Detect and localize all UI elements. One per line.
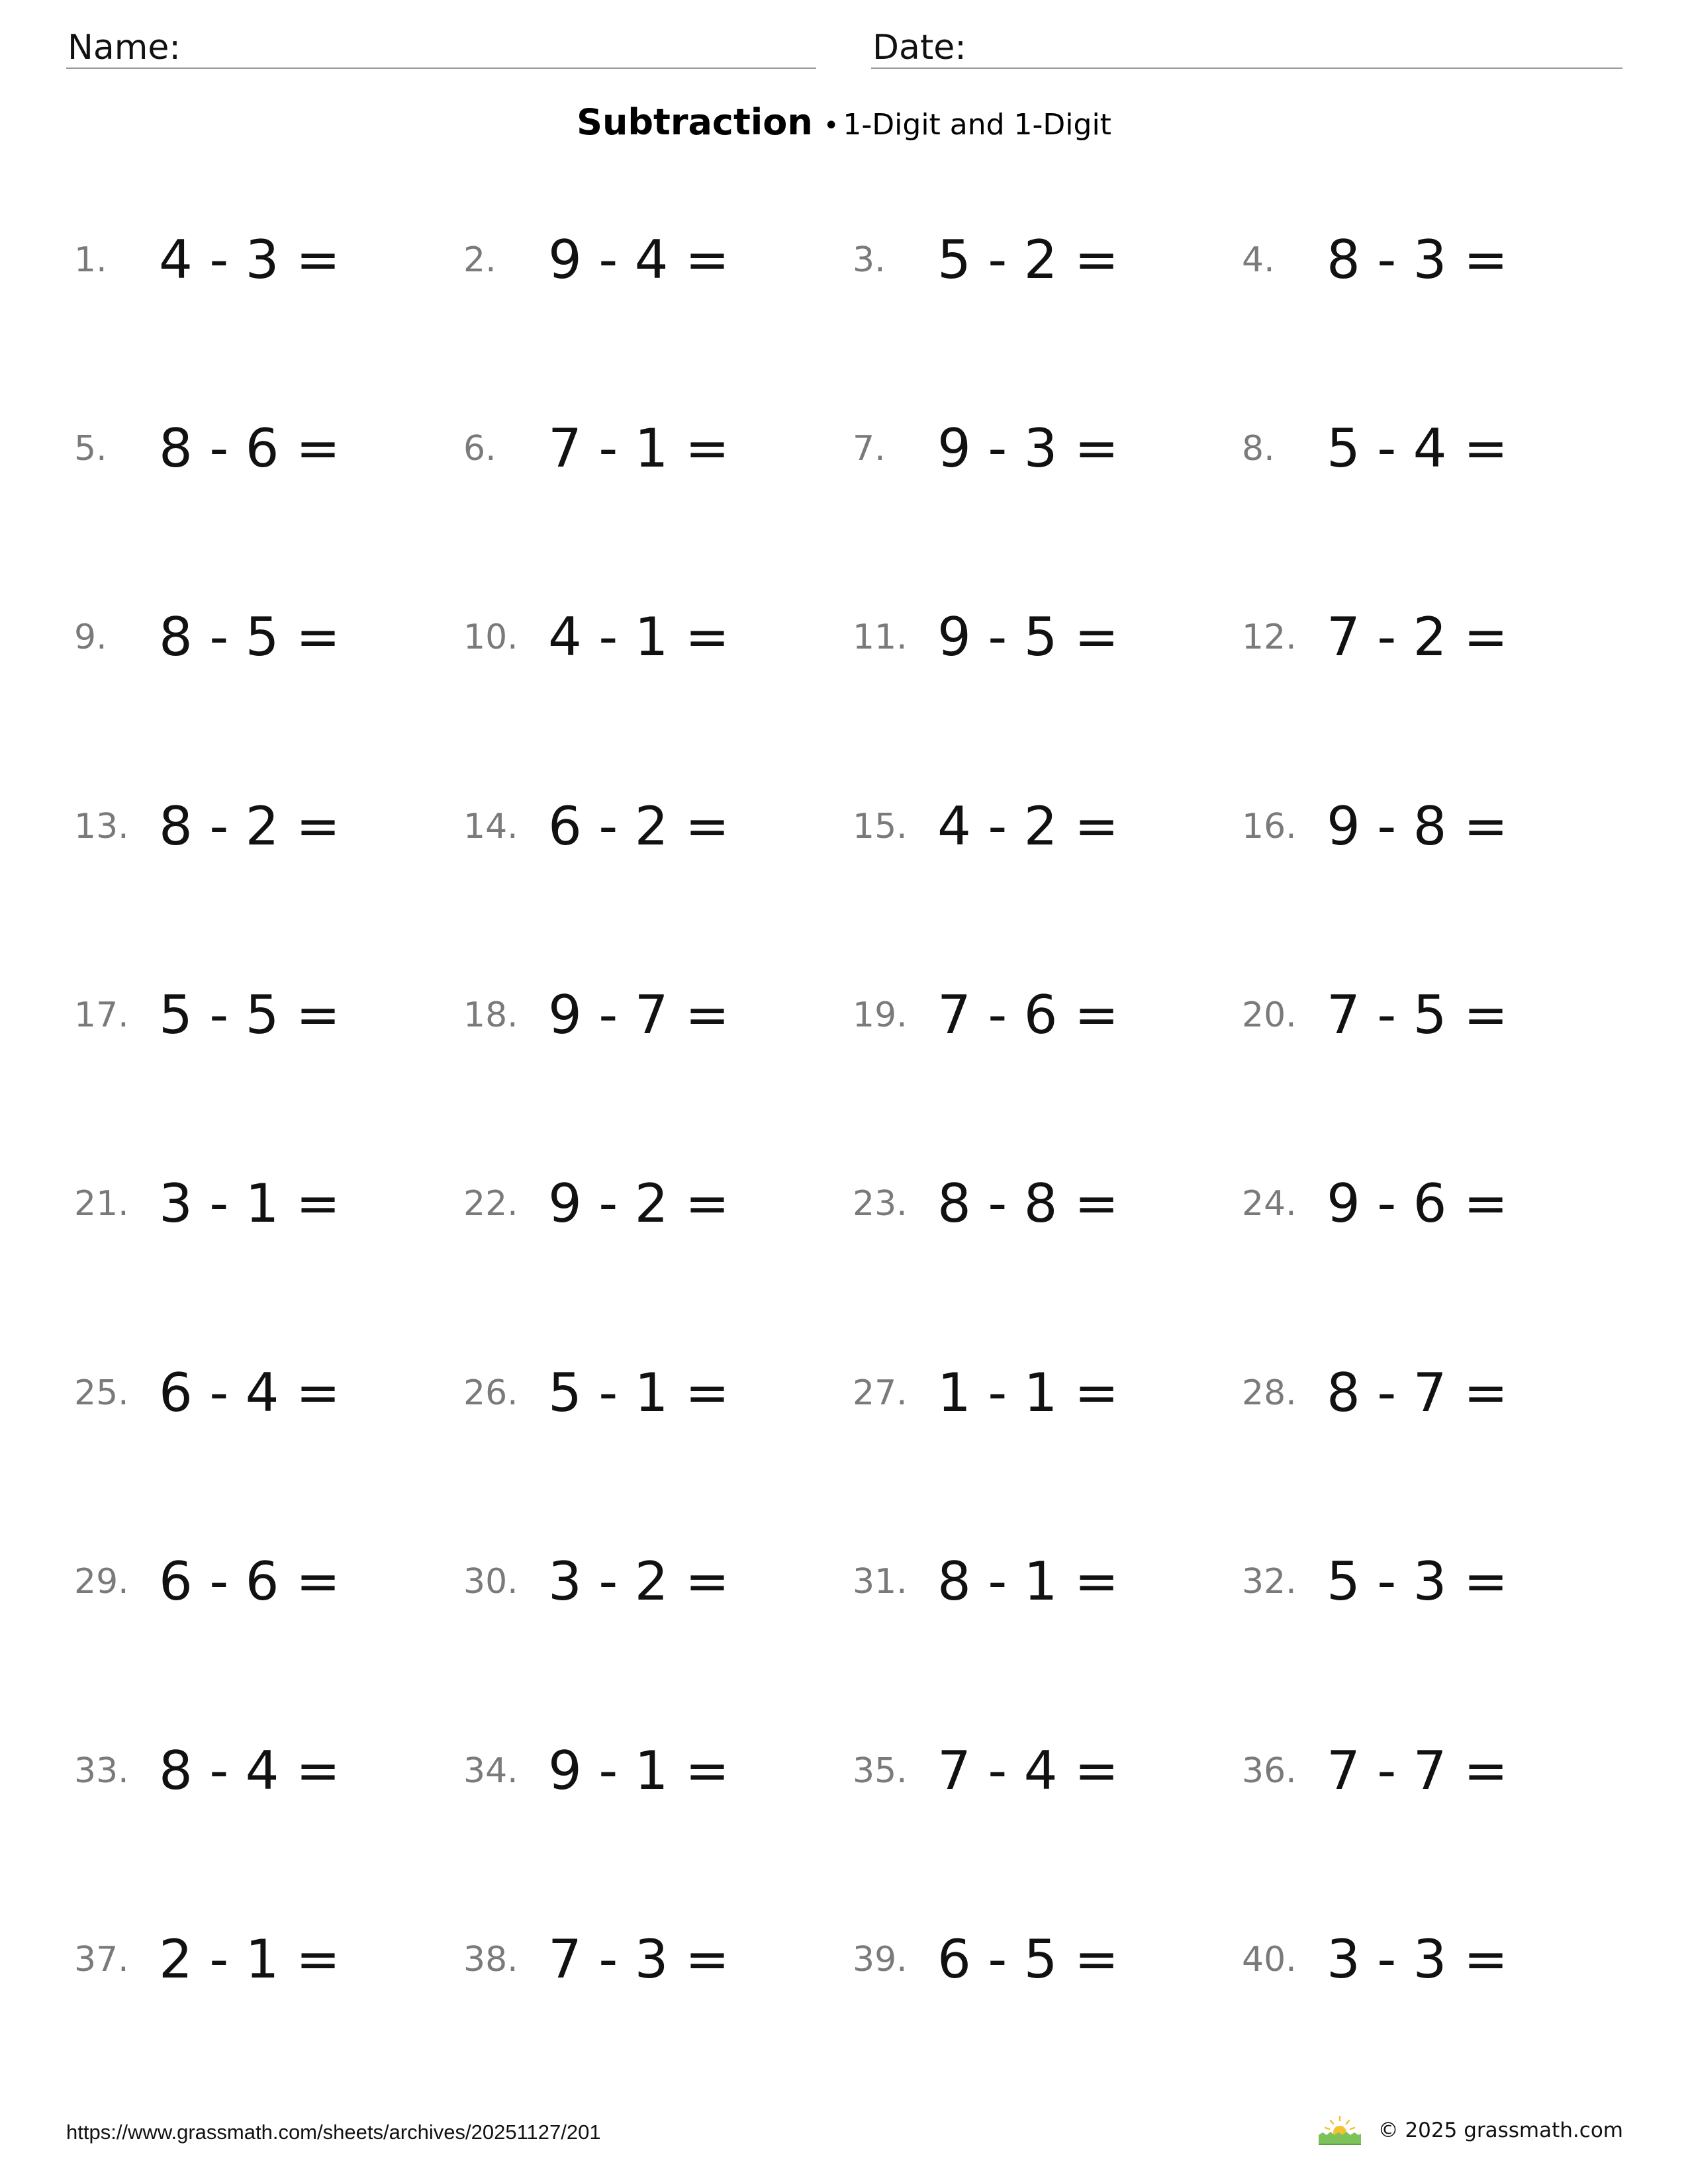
problem-number: 36. xyxy=(1242,1751,1297,1791)
problem-expression: 4 - 1 = xyxy=(548,606,729,668)
problem-item xyxy=(74,407,463,490)
problem-number: 19. xyxy=(853,995,908,1036)
problem-number: 15. xyxy=(853,806,908,846)
problem-item xyxy=(1242,407,1623,490)
grass-sun-logo-icon xyxy=(1317,2115,1362,2146)
problem-item xyxy=(1242,785,1623,868)
problem-expression: 6 - 5 = xyxy=(937,1929,1119,1991)
problem-expression: 6 - 6 = xyxy=(159,1551,340,1613)
problem-item xyxy=(463,407,853,490)
problem-expression: 8 - 4 = xyxy=(159,1739,340,1801)
footer-branding xyxy=(1317,2115,1623,2146)
problem-number: 39. xyxy=(853,1940,908,1980)
problem-item xyxy=(74,596,463,679)
problem-item xyxy=(853,1919,1242,2001)
problem-expression: 2 - 1 = xyxy=(159,1929,340,1991)
problem-number: 35. xyxy=(853,1751,908,1791)
problem-number: 23. xyxy=(853,1184,908,1224)
footer-url[interactable]: https://www.grassmath.com/sheets/archives/20251127/201 xyxy=(66,2120,601,2144)
problem-expression: 3 - 1 = xyxy=(159,1173,340,1235)
problem-number: 13. xyxy=(74,806,129,846)
name-field[interactable] xyxy=(66,25,816,69)
problem-expression: 7 - 2 = xyxy=(1327,606,1508,668)
problem-item xyxy=(853,974,1242,1057)
problem-number: 17. xyxy=(74,995,129,1036)
problem-item xyxy=(1242,1163,1623,1246)
problem-number: 5. xyxy=(74,428,107,469)
problem-item xyxy=(463,974,853,1057)
problem-expression: 8 - 8 = xyxy=(937,1173,1119,1235)
problem-expression: 5 - 3 = xyxy=(1327,1551,1508,1613)
problem-number: 25. xyxy=(74,1373,129,1413)
problem-item xyxy=(74,785,463,868)
problem-expression: 6 - 4 = xyxy=(159,1361,340,1424)
date-field[interactable] xyxy=(871,25,1622,69)
problem-item xyxy=(853,1351,1242,1434)
problem-item xyxy=(463,1163,853,1246)
problem-number: 21. xyxy=(74,1184,129,1224)
problem-item xyxy=(463,1729,853,1812)
problem-expression: 7 - 7 = xyxy=(1327,1739,1508,1801)
problem-item xyxy=(853,407,1242,490)
problem-expression: 5 - 2 = xyxy=(937,228,1119,291)
problem-item xyxy=(463,1351,853,1434)
problem-expression: 9 - 3 = xyxy=(937,417,1119,479)
problem-item xyxy=(853,785,1242,868)
problem-number: 20. xyxy=(1242,995,1297,1036)
problem-item xyxy=(74,1163,463,1246)
problem-number: 37. xyxy=(74,1940,129,1980)
problem-item xyxy=(1242,1351,1623,1434)
problem-number: 3. xyxy=(853,240,886,280)
problem-number: 7. xyxy=(853,428,886,469)
date-label: Date: xyxy=(872,28,966,68)
problem-item xyxy=(1242,974,1623,1057)
worksheet-title xyxy=(0,101,1688,143)
problem-item xyxy=(463,218,853,301)
problem-number: 12. xyxy=(1242,617,1297,658)
problem-number: 16. xyxy=(1242,806,1297,846)
problem-number: 14. xyxy=(463,806,518,846)
problem-item xyxy=(853,1729,1242,1812)
problem-number: 4. xyxy=(1242,240,1275,280)
problem-expression: 5 - 1 = xyxy=(548,1361,729,1424)
problem-number: 9. xyxy=(74,617,107,658)
problem-number: 1. xyxy=(74,240,107,280)
problem-expression: 9 - 2 = xyxy=(548,1173,729,1235)
problem-item xyxy=(74,1541,463,1623)
problem-number: 6. xyxy=(463,428,496,469)
problem-number: 2. xyxy=(463,240,496,280)
problem-number: 10. xyxy=(463,617,518,658)
problem-expression: 9 - 7 = xyxy=(548,984,729,1046)
title-main: Subtraction xyxy=(577,101,813,143)
problem-item xyxy=(74,1351,463,1434)
problem-expression: 8 - 7 = xyxy=(1327,1361,1508,1424)
problem-item xyxy=(74,1919,463,2001)
problem-expression: 7 - 4 = xyxy=(937,1739,1119,1801)
problem-number: 31. xyxy=(853,1562,908,1602)
problem-number: 8. xyxy=(1242,428,1275,469)
problem-expression: 8 - 2 = xyxy=(159,795,340,857)
problem-expression: 8 - 1 = xyxy=(937,1551,1119,1613)
problem-expression: 9 - 6 = xyxy=(1327,1173,1508,1235)
problem-number: 22. xyxy=(463,1184,518,1224)
name-label: Name: xyxy=(68,28,181,68)
problem-expression: 9 - 4 = xyxy=(548,228,729,291)
problem-expression: 9 - 8 = xyxy=(1327,795,1508,857)
problem-expression: 7 - 1 = xyxy=(548,417,729,479)
problem-expression: 4 - 3 = xyxy=(159,228,340,291)
problem-number: 38. xyxy=(463,1940,518,1980)
problem-number: 32. xyxy=(1242,1562,1297,1602)
problem-item xyxy=(1242,596,1623,679)
problem-item xyxy=(463,596,853,679)
problem-expression: 3 - 2 = xyxy=(548,1551,729,1613)
problem-expression: 4 - 2 = xyxy=(937,795,1119,857)
problem-item xyxy=(74,218,463,301)
problem-expression: 6 - 2 = xyxy=(548,795,729,857)
problem-number: 34. xyxy=(463,1751,518,1791)
problem-item xyxy=(463,1541,853,1623)
problem-number: 30. xyxy=(463,1562,518,1602)
problem-number: 28. xyxy=(1242,1373,1297,1413)
problem-expression: 8 - 5 = xyxy=(159,606,340,668)
problem-item xyxy=(463,785,853,868)
problem-expression: 9 - 1 = xyxy=(548,1739,729,1801)
problem-number: 40. xyxy=(1242,1940,1297,1980)
footer-copyright: © 2025 grassmath.com xyxy=(1378,2118,1623,2142)
problem-item xyxy=(463,1919,853,2001)
problem-expression: 9 - 5 = xyxy=(937,606,1119,668)
problem-expression: 7 - 6 = xyxy=(937,984,1119,1046)
problem-item xyxy=(74,974,463,1057)
problem-expression: 8 - 3 = xyxy=(1327,228,1508,291)
problem-item xyxy=(74,1729,463,1812)
problem-item xyxy=(853,218,1242,301)
problem-item xyxy=(1242,218,1623,301)
problem-expression: 8 - 6 = xyxy=(159,417,340,479)
problem-expression: 7 - 5 = xyxy=(1327,984,1508,1046)
problem-item xyxy=(1242,1541,1623,1623)
problem-item xyxy=(1242,1919,1623,2001)
problem-grid xyxy=(74,218,1623,2107)
problem-item xyxy=(1242,1729,1623,1812)
problem-item xyxy=(853,596,1242,679)
problem-number: 11. xyxy=(853,617,908,658)
problem-item xyxy=(853,1541,1242,1623)
title-subtitle: 1-Digit and 1-Digit xyxy=(843,108,1111,142)
problem-number: 27. xyxy=(853,1373,908,1413)
problem-number: 24. xyxy=(1242,1184,1297,1224)
problem-item xyxy=(853,1163,1242,1246)
problem-expression: 3 - 3 = xyxy=(1327,1929,1508,1991)
problem-number: 26. xyxy=(463,1373,518,1413)
problem-expression: 5 - 5 = xyxy=(159,984,340,1046)
problem-number: 33. xyxy=(74,1751,129,1791)
problem-expression: 5 - 4 = xyxy=(1327,417,1508,479)
title-bullet: • xyxy=(823,111,839,141)
problem-expression: 7 - 3 = xyxy=(548,1929,729,1991)
problem-number: 29. xyxy=(74,1562,129,1602)
problem-number: 18. xyxy=(463,995,518,1036)
problem-expression: 1 - 1 = xyxy=(937,1361,1119,1424)
